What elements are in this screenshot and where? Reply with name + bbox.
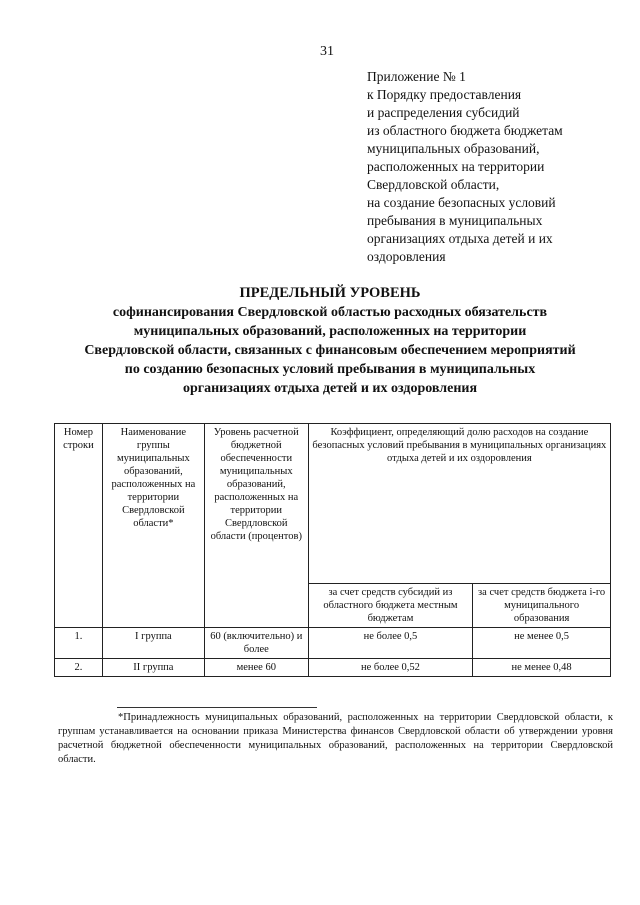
cell-level: 60 (включительно) и более bbox=[204, 628, 308, 659]
title-line: муниципальных образований, расположенных на территории bbox=[133, 324, 527, 339]
table-row bbox=[55, 628, 611, 659]
title-line: Свердловской области, связанных с финансовым обеспечением мероприятий bbox=[84, 343, 576, 358]
cell-regional: не более 0,52 bbox=[308, 659, 473, 677]
title-main: ПРЕДЕЛЬНЫЙ УРОВЕНЬ bbox=[239, 285, 421, 301]
appendix-header bbox=[367, 68, 627, 266]
appendix-line: муниципальных образований, bbox=[367, 141, 540, 156]
cell-num: 1. bbox=[55, 628, 103, 659]
cell-level: менее 60 bbox=[204, 659, 308, 677]
cell-group: II группа bbox=[102, 659, 204, 677]
header-municipal: за счет средств бюджета i-го муниципального образования bbox=[473, 584, 611, 628]
table-row bbox=[55, 659, 611, 677]
cell-num: 2. bbox=[55, 659, 103, 677]
appendix-line: на создание безопасных условий bbox=[367, 195, 556, 210]
footnote bbox=[58, 711, 613, 767]
header-coefficient: Коэффициент, определяющий долю расходов на создание безопасных условий пребывания в муниципальных организациях отдыха детей и их оздоровления bbox=[308, 424, 610, 584]
cell-municipal: не менее 0,48 bbox=[473, 659, 611, 677]
appendix-line: из областного бюджета бюджетам bbox=[367, 123, 563, 138]
cell-group: I группа bbox=[102, 628, 204, 659]
appendix-line: и распределения субсидий bbox=[367, 105, 520, 120]
appendix-line: пребывания в муниципальных bbox=[367, 213, 543, 228]
title-line: софинансирования Свердловской областью расходных обязательств bbox=[112, 305, 548, 320]
cofinancing-table bbox=[54, 423, 611, 677]
cell-municipal: не менее 0,5 bbox=[473, 628, 611, 659]
header-group-name: Наименование группы муниципальных образований, расположенных на территории Свердловской области* bbox=[102, 424, 204, 628]
appendix-line: организациях отдыха детей и их bbox=[367, 231, 553, 246]
appendix-line: оздоровления bbox=[367, 249, 446, 264]
appendix-line: Свердловской области, bbox=[367, 177, 500, 192]
appendix-line: Приложение № 1 bbox=[367, 69, 466, 84]
footnote-divider bbox=[117, 707, 317, 708]
page-number: 31 bbox=[320, 44, 334, 59]
title-line: по созданию безопасных условий пребывания в муниципальных bbox=[124, 362, 536, 377]
footnote-text: *Принадлежность муниципальных образований, расположенных на территории Свердловской области, к группам устанавливается на основании приказа Министерства финансов Свердловской области об утверждении уровня расчетной бюджетной обеспеченности муниципальных образований, расположенных на территории Свердловской области. bbox=[58, 712, 613, 765]
title-line: организациях отдыха детей и их оздоровления bbox=[182, 381, 478, 396]
cell-regional: не более 0,5 bbox=[308, 628, 473, 659]
header-row-number: Номер строки bbox=[55, 424, 103, 628]
document-title bbox=[40, 284, 620, 398]
appendix-line: к Порядку предоставления bbox=[367, 87, 522, 102]
header-level: Уровень расчетной бюджетной обеспеченности муниципальных образований, расположенных на территории Свердловской области (процентов) bbox=[204, 424, 308, 628]
table-header-row bbox=[55, 424, 611, 584]
header-regional: за счет средств субсидий из областного бюджета местным бюджетам bbox=[308, 584, 473, 628]
appendix-line: расположенных на территории bbox=[367, 159, 545, 174]
